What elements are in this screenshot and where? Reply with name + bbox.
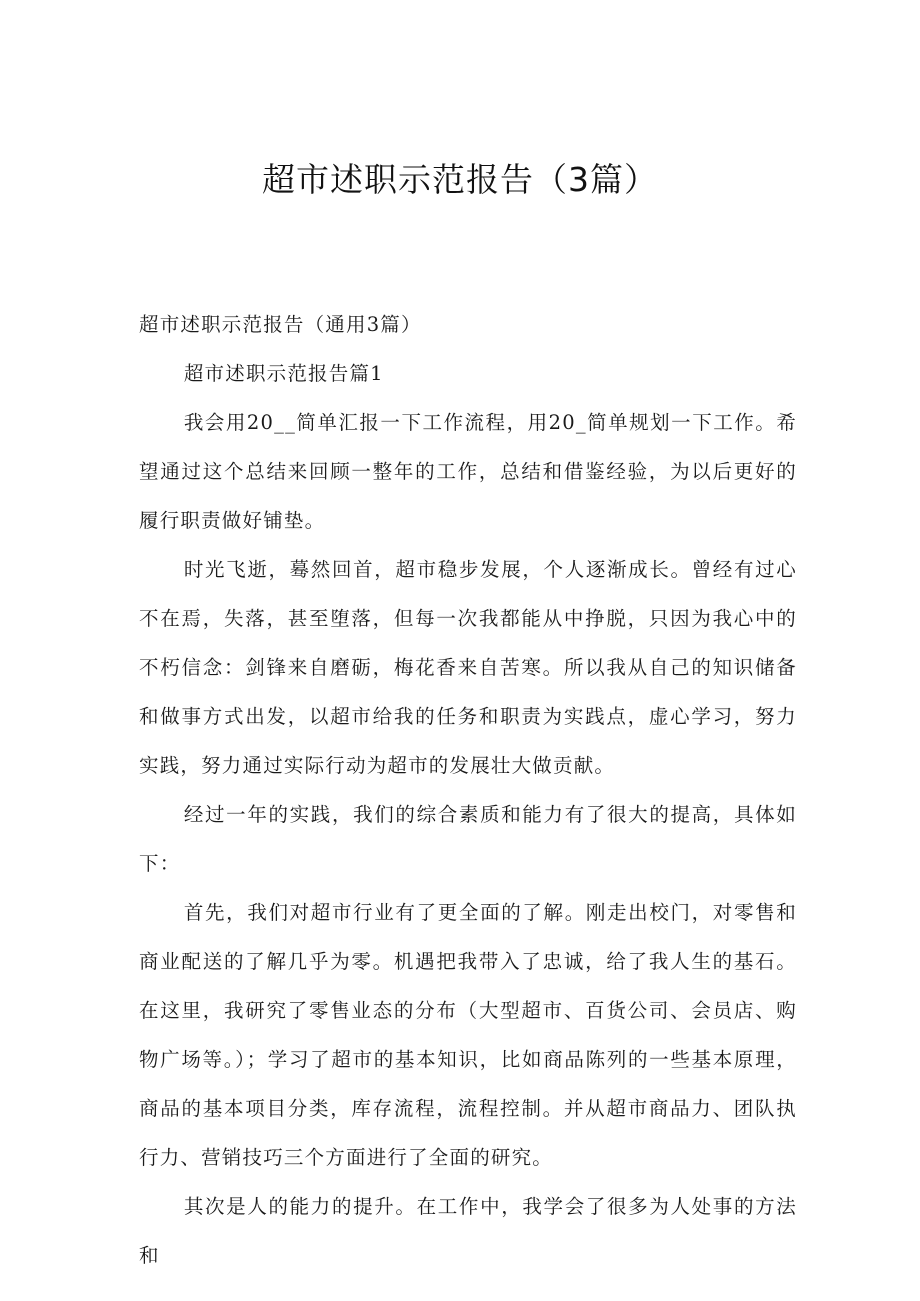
section-heading: 超市述职示范报告篇1 xyxy=(183,362,384,385)
document-subtitle: 超市述职示范报告（通用3篇） xyxy=(139,313,422,336)
document-body xyxy=(139,300,797,1280)
document-title: 超市述职示范报告（3篇） xyxy=(262,160,658,199)
paragraph-3: 经过一年的实践，我们的综合素质和能力有了很大的提高，具体如下： xyxy=(139,803,797,875)
paragraph-1: 我会用20__简单汇报一下工作流程，用20_简单规划一下工作。希望通过这个总结来回顾一整年的工作，总结和借鉴经验，为以后更好的履行职责做好铺垫。 xyxy=(139,411,797,532)
paragraph-5: 其次是人的能力的提升。在工作中，我学会了很多为人处事的方法和 xyxy=(139,1195,797,1267)
paragraph-4: 首先，我们对超市行业有了更全面的了解。刚走出校门，对零售和商业配送的了解几乎为零。机遇把我带入了忠诚，给了我人生的基石。在这里，我研究了零售业态的分布（大型超市、百货公司、会员店、购物广场等。）；学习了超市的基本知识，比如商品陈列的一些基本原理，商品的基本项目分类，库存流程，流程控制。并从超市商品力、团队执行力、营销技巧三个方面进行了全面的研究。 xyxy=(139,901,797,1169)
paragraph-2: 时光飞逝，蓦然回首，超市稳步发展，个人逐渐成长。曾经有过心不在焉，失落，甚至堕落，但每一次我都能从中挣脱，只因为我心中的不朽信念：剑锋来自磨砺，梅花香来自苦寒。所以我从自己的知识储备和做事方式出发，以超市给我的任务和职责为实践点，虚心学习，努力实践，努力通过实际行动为超市的发展壮大做贡献。 xyxy=(139,558,797,777)
